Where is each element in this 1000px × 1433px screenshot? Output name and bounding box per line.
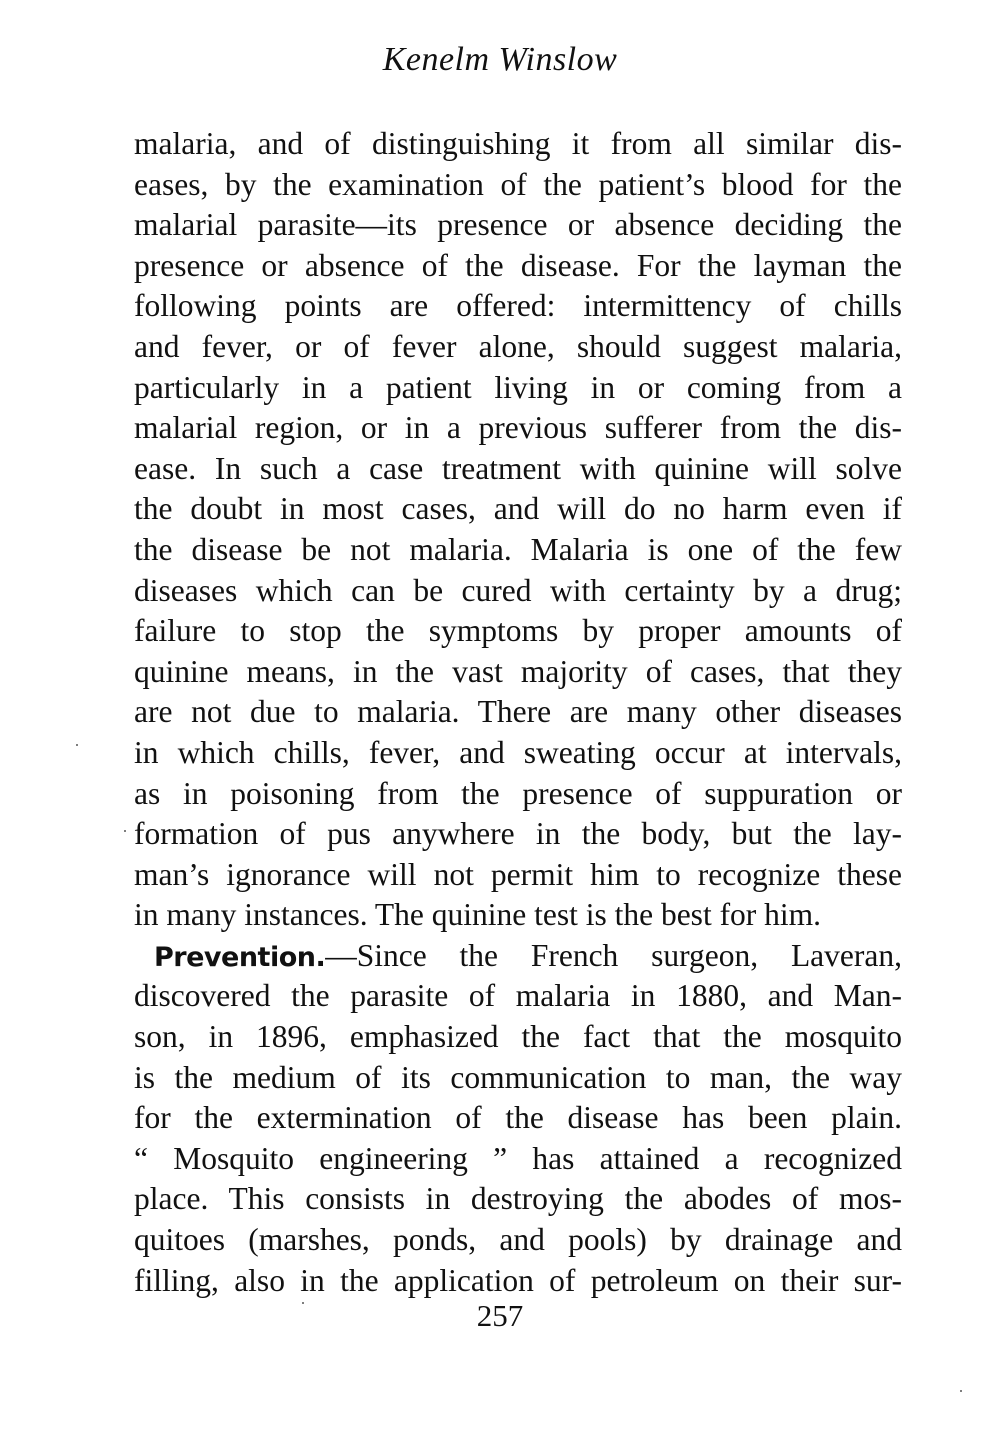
text-line: man’s ignorance will not permit him to recognize these <box>134 856 902 892</box>
text-line: for the extermination of the disease has been plain. <box>134 1100 902 1136</box>
paragraph-prevention <box>134 936 902 1301</box>
text-line: quinine means, in the vast majority of cases, that they <box>134 653 902 689</box>
text-line: is the medium of its communication to man, the way <box>134 1059 902 1095</box>
page-number: 257 <box>476 1298 524 1333</box>
text-line: place. This consists in destroying the abodes of mos- <box>134 1181 902 1217</box>
paragraph-diagnosis <box>134 124 902 936</box>
text-line: are not due to malaria. There are many other diseases <box>134 694 902 730</box>
scan-speck <box>76 744 78 746</box>
text-line: formation of pus anywhere in the body, but the lay- <box>134 816 902 852</box>
text-line: malarial parasite—its presence or absence deciding the <box>134 207 902 243</box>
text-line: following points are offered: intermittency of chills <box>134 288 902 324</box>
body-text <box>134 124 902 1301</box>
text-line: ease. In such a case treatment with quinine will solve <box>134 450 902 486</box>
first-line-text: —Since the French surgeon, Laveran, <box>325 937 902 973</box>
scan-speck <box>302 1302 304 1304</box>
text-line: failure to stop the symptoms by proper amounts of <box>134 613 902 649</box>
running-head: Kenelm Winslow <box>382 41 618 78</box>
text-line: and fever, or of fever alone, should suggest malaria, <box>134 328 902 364</box>
text-line: eases, by the examination of the patient’s blood for the <box>134 166 902 202</box>
text-line: presence or absence of the disease. For the layman the <box>134 247 902 283</box>
text-line: quitoes (marshes, ponds, and pools) by drainage and <box>134 1222 902 1258</box>
text-line: in which chills, fever, and sweating occur at intervals, <box>134 734 902 770</box>
scan-speck <box>124 830 126 832</box>
text-line: malarial region, or in a previous sufferer from the dis- <box>134 410 902 446</box>
text-line: diseases which can be cured with certainty by a drug; <box>134 572 902 608</box>
text-line: in many instances. The quinine test is the best for him. <box>134 897 822 933</box>
text-line-first <box>134 936 902 977</box>
text-line: the disease be not malaria. Malaria is one of the few <box>134 531 902 567</box>
text-line: as in poisoning from the presence of suppuration or <box>134 775 902 811</box>
section-run-in-heading: Prevention. <box>154 941 326 973</box>
text-line: filling, also in the application of petroleum on their sur- <box>134 1262 902 1298</box>
text-line: “ Mosquito engineering ” has attained a recognized <box>134 1140 902 1176</box>
text-line: particularly in a patient living in or coming from a <box>134 369 902 405</box>
text-line: discovered the parasite of malaria in 1880, and Man- <box>134 978 902 1014</box>
text-line: the doubt in most cases, and will do no harm even if <box>134 491 902 527</box>
text-line: malaria, and of distinguishing it from all similar dis- <box>134 126 902 161</box>
scan-speck <box>960 1390 962 1392</box>
text-line: son, in 1896, emphasized the fact that the mosquito <box>134 1019 902 1055</box>
